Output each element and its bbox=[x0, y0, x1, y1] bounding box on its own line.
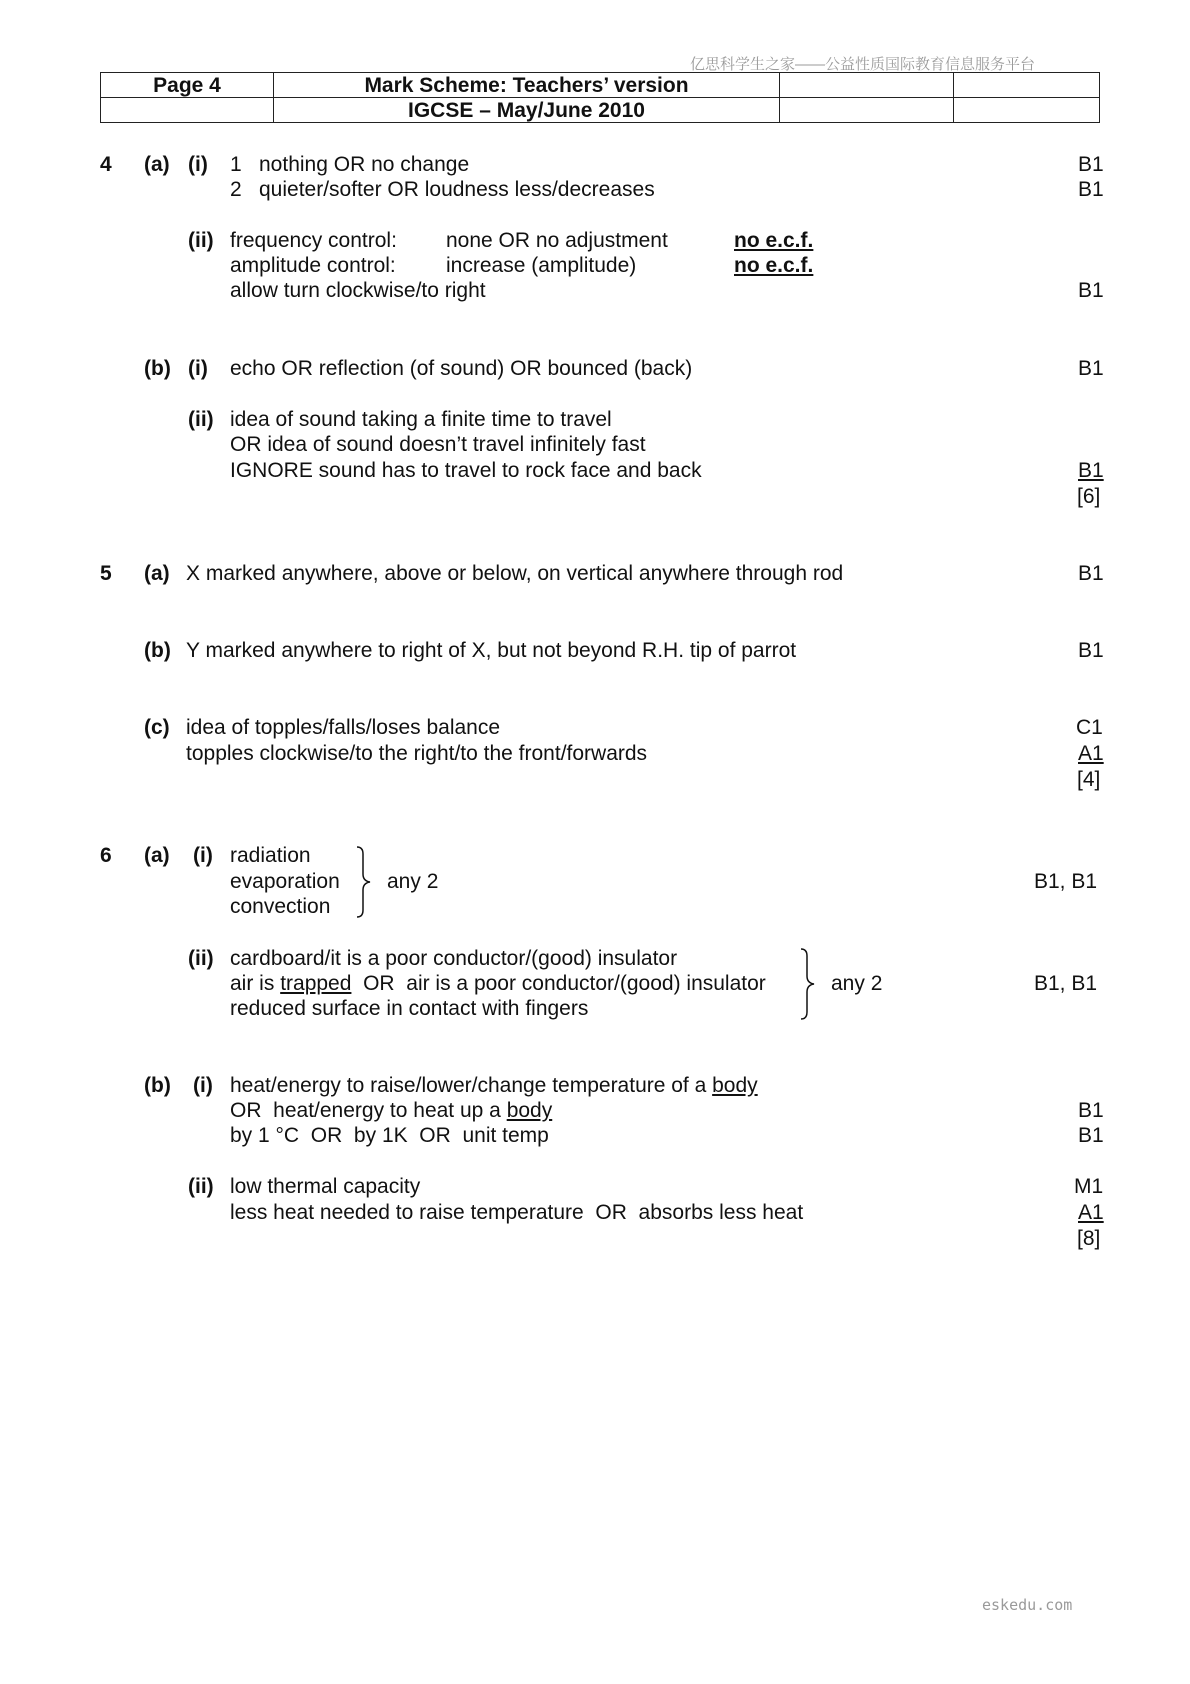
answer-text bbox=[230, 1098, 552, 1123]
answer-text: idea of sound taking a finite time to travel bbox=[230, 408, 612, 431]
subpart-label: (ii) bbox=[188, 229, 214, 252]
question-number: 4 bbox=[100, 153, 112, 176]
answer-text: echo OR reflection (of sound) OR bounced (back) bbox=[230, 357, 693, 380]
answer-option bbox=[230, 971, 766, 996]
header-table bbox=[100, 72, 1100, 123]
marking-note: no e.c.f. bbox=[734, 254, 814, 277]
question-total: [4] bbox=[1077, 768, 1101, 791]
mark: B1 bbox=[1078, 178, 1104, 201]
curly-brace-icon bbox=[356, 846, 372, 918]
text-part: air is bbox=[230, 972, 281, 995]
mark: B1, B1 bbox=[1034, 972, 1098, 995]
mark: B1, B1 bbox=[1034, 870, 1098, 893]
answer-text: low thermal capacity bbox=[230, 1175, 421, 1198]
answer-text: increase (amplitude) bbox=[446, 254, 637, 277]
mark: B1 bbox=[1078, 357, 1104, 380]
mark: M1 bbox=[1074, 1175, 1104, 1198]
curly-brace-icon bbox=[800, 948, 816, 1020]
watermark-top: 亿思科学生之家——公益性质国际教育信息服务平台 bbox=[690, 56, 1036, 73]
underlined-word: body bbox=[712, 1074, 758, 1097]
mark: B1 bbox=[1078, 1099, 1104, 1122]
answer-option: cardboard/it is a poor conductor/(good) insulator bbox=[230, 947, 678, 970]
subpart-label: (i) bbox=[188, 357, 208, 380]
mark: B1 bbox=[1078, 279, 1104, 302]
question-total: [6] bbox=[1077, 485, 1101, 508]
answer-label: frequency control: bbox=[230, 229, 397, 252]
document-title: Mark Scheme: Teachers’ version bbox=[274, 73, 780, 98]
part-label: (a) bbox=[144, 153, 170, 176]
question-number: 5 bbox=[100, 562, 112, 585]
mark: A1 bbox=[1078, 1201, 1104, 1224]
answer-text: OR idea of sound doesn’t travel infinitely fast bbox=[230, 433, 646, 456]
underlined-word: body bbox=[506, 1099, 553, 1122]
answer-label: amplitude control: bbox=[230, 254, 396, 277]
subpart-label: (ii) bbox=[188, 1175, 214, 1198]
subpart-label: (ii) bbox=[188, 408, 214, 431]
header-empty-cell bbox=[780, 98, 954, 123]
text-part: OR heat/energy to heat up a bbox=[230, 1099, 507, 1122]
answer-text: by 1 °C OR by 1K OR unit temp bbox=[230, 1124, 549, 1147]
header-empty-cell bbox=[954, 73, 1100, 98]
answer-text: IGNORE sound has to travel to rock face and back bbox=[230, 459, 702, 482]
mark: B1 bbox=[1078, 1124, 1104, 1147]
subpart-label: (i) bbox=[193, 844, 213, 867]
answer-text: X marked anywhere, above or below, on vertical anywhere through rod bbox=[186, 562, 844, 585]
answer-text: topples clockwise/to the right/to the front/forwards bbox=[186, 742, 648, 765]
any-note: any 2 bbox=[831, 972, 883, 995]
mark: A1 bbox=[1078, 742, 1104, 765]
watermark-bottom: eskedu.com bbox=[982, 1596, 1073, 1614]
header-empty-cell bbox=[954, 98, 1100, 123]
answer-text: less heat needed to raise temperature OR absorbs less heat bbox=[230, 1201, 804, 1224]
header-empty-cell bbox=[101, 98, 274, 123]
document-subtitle: IGCSE – May/June 2010 bbox=[274, 98, 780, 123]
answer-option: evaporation bbox=[230, 870, 340, 893]
mark: C1 bbox=[1076, 716, 1103, 739]
answer-text: Y marked anywhere to right of X, but not beyond R.H. tip of parrot bbox=[186, 639, 797, 662]
part-label: (b) bbox=[144, 639, 171, 662]
item-number: 2 bbox=[230, 178, 242, 201]
subpart-label: (i) bbox=[193, 1074, 213, 1097]
text-part: OR air is a poor conductor/(good) insulator bbox=[351, 972, 766, 995]
answer-text: allow turn clockwise/to right bbox=[230, 279, 486, 302]
answer-text: quieter/softer OR loudness less/decreases bbox=[259, 178, 655, 201]
part-label: (a) bbox=[144, 844, 170, 867]
part-label: (b) bbox=[144, 1074, 171, 1097]
text-part: heat/energy to raise/lower/change temperature of a bbox=[230, 1074, 713, 1097]
answer-text: nothing OR no change bbox=[259, 153, 470, 176]
mark: B1 bbox=[1078, 459, 1104, 482]
underlined-word: trapped bbox=[280, 972, 352, 995]
item-number: 1 bbox=[230, 153, 242, 176]
header-empty-cell bbox=[780, 73, 954, 98]
answer-option: radiation bbox=[230, 844, 311, 867]
mark: B1 bbox=[1078, 562, 1104, 585]
question-total: [8] bbox=[1077, 1227, 1101, 1250]
any-note: any 2 bbox=[387, 870, 439, 893]
answer-text bbox=[230, 1073, 758, 1098]
part-label: (a) bbox=[144, 562, 170, 585]
part-label: (c) bbox=[144, 716, 170, 739]
subpart-label: (i) bbox=[188, 153, 208, 176]
marking-note: no e.c.f. bbox=[734, 229, 814, 252]
answer-text: none OR no adjustment bbox=[446, 229, 668, 252]
mark: B1 bbox=[1078, 639, 1104, 662]
mark: B1 bbox=[1078, 153, 1104, 176]
answer-option: reduced surface in contact with fingers bbox=[230, 997, 589, 1020]
page-number: Page 4 bbox=[101, 73, 274, 98]
part-label: (b) bbox=[144, 357, 171, 380]
answer-text: idea of topples/falls/loses balance bbox=[186, 716, 501, 739]
subpart-label: (ii) bbox=[188, 947, 214, 970]
question-number: 6 bbox=[100, 844, 112, 867]
answer-option: convection bbox=[230, 895, 331, 918]
